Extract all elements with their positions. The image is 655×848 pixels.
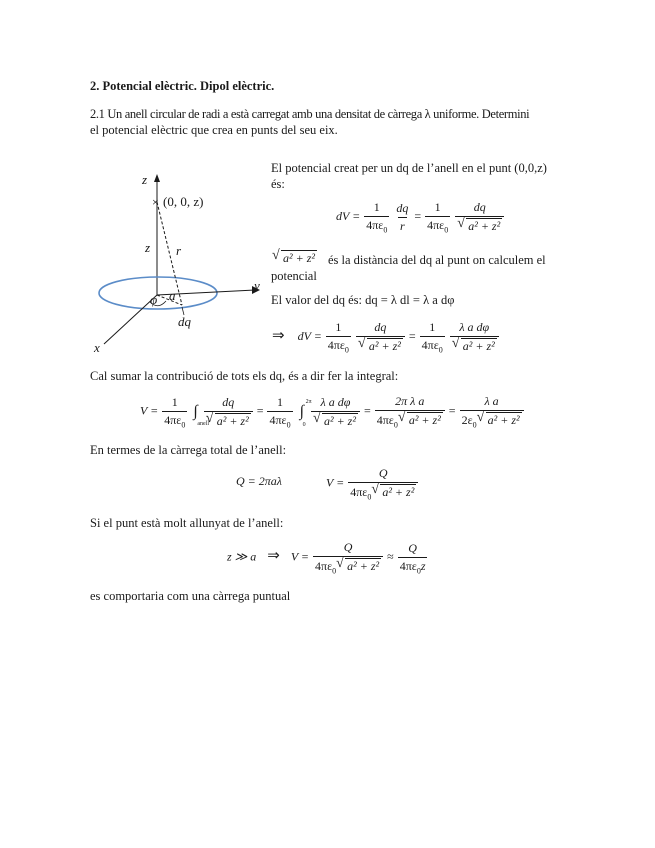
x-axis-label: x	[94, 340, 100, 355]
phi-label: φ	[150, 292, 158, 307]
problem-line-2: el potencial elèctric que crea en punts del seu eix.	[90, 123, 338, 137]
point-marker: ×	[152, 195, 159, 209]
para-point-charge: es comportaria com una càrrega puntual	[90, 589, 291, 603]
eq-dV-2: ⇒ dV = $\frac{1}{4\pi\varepsilon_0}$ dq √ a² + z² = $\frac{1}{4\pi\varepsilon_0}$ λ a dφ √ a² + z²	[272, 320, 500, 354]
para-potential-1: El potencial creat per un dq de l’anell en el punt (0,0,z)	[271, 161, 547, 175]
sqrt-expression: √ a² + z²	[272, 250, 317, 266]
eq-Q: Q = 2πaλ	[236, 474, 282, 488]
para-dq-value: El valor del dq és: dq = λ dl = λ a dφ	[271, 293, 455, 307]
r-label: r	[176, 243, 182, 258]
para-potential-2: és:	[271, 177, 285, 191]
para-total-charge: En termes de la càrrega total de l’anell:	[90, 443, 287, 457]
z-distance-label: z	[145, 240, 151, 255]
para-distance-1: és la distància del dq al punt on calculem el	[328, 253, 546, 267]
z-axis-label: z	[142, 172, 148, 187]
eq-integral: V = $\frac{1}{4\pi\varepsilon_0}$ ∫ anell dq √ a² + z² = $\frac{1}{4\pi\varepsilon_0}$ ∫ 2π 0 λ a dφ √ a² + z² = $\frac{\text{2π λ a}}{4\pi\varepsilon_0√ a^2 + z^2}$ = $\frac{\text{λ a}}{2\varepsilon_0√ a^2 + z^2}$	[140, 394, 525, 429]
dq-label: dq	[178, 314, 191, 329]
a-label: a	[169, 288, 176, 303]
point-label: (0, 0, z)	[163, 194, 204, 209]
para-integral: Cal sumar la contribució de tots els dq, és a dir fer la integral:	[90, 369, 399, 383]
eq-V-Q: V = $\frac{Q}{4\pi\varepsilon_0√ a^2 + z^2}$	[326, 466, 419, 501]
problem-line-1: 2.1 Un anell circular de radi a està carregat amb una densitat de càrrega λ uniforme. Determini	[90, 107, 530, 121]
para-far: Si el punt està molt allunyat de l’anell:	[90, 516, 284, 530]
eq-far-field: z ≫ a ⇒ V = $\frac{Q}{4\pi\varepsilon_0√ a^2 + z^2}$ ≈ $\frac{Q}{4\pi\varepsilon_0z}$	[227, 540, 428, 575]
z-axis-arrow	[154, 174, 160, 182]
y-axis-label: y	[254, 278, 260, 293]
eq-dV-1: dV = $\frac{1}{4\pi\varepsilon_0}$ $\frac{dq}{r}$ = $\frac{1}{4\pi\varepsilon_0}$ dq √ a² + z²	[336, 200, 505, 234]
para-distance-2: potencial	[271, 269, 317, 283]
ring-diagram	[90, 170, 270, 360]
section-title: 2. Potencial elèctric. Dipol elèctric.	[90, 79, 275, 93]
